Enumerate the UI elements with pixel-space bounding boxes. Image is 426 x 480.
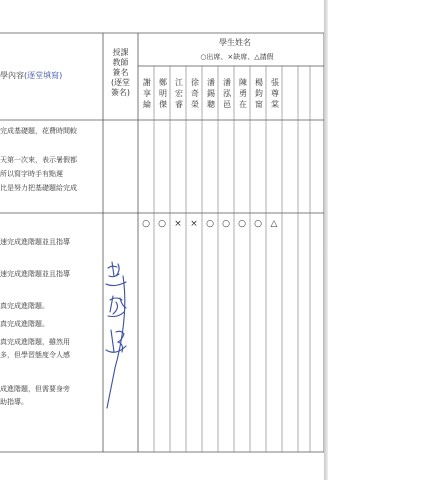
student-name-1: 謝享綸	[143, 78, 151, 109]
attendance-mark-9: △	[270, 219, 278, 229]
content-header-label: 學內容(逐堂填寫)	[0, 71, 63, 80]
row2-line-7: 真完成進階題，雖然用	[0, 338, 70, 346]
row2-line-5: 真完成進階題。	[0, 302, 49, 310]
row2-line-10: 成進階題，但需要身旁	[0, 385, 70, 393]
row1-line-3: 天第一次來，表示暑假都	[0, 156, 77, 164]
teacher-header: 授課 教師 簽名 (逐堂 簽名)	[110, 48, 131, 97]
attendance-mark-1: ○	[142, 219, 150, 229]
student-name-2: 鄭明傑	[159, 78, 167, 109]
row2-line-3: 速完成進階題並且指導	[0, 270, 70, 278]
students-title: 學生姓名	[219, 38, 251, 47]
student-name-9: 張尊棠	[271, 78, 279, 109]
student-name-7: 陳勇在	[239, 78, 247, 109]
student-name-8: 楊鈞甯	[255, 78, 263, 109]
row2-line-1: 速完成進階題並且指導	[0, 238, 70, 246]
attendance-mark-7: ○	[238, 219, 246, 229]
teacher-signature	[106, 262, 126, 408]
attendance-legend: ○出席、×缺席、△請假	[200, 53, 274, 61]
row1-line-5: 比是努力把基礎題給完成	[0, 184, 77, 192]
page-edge	[324, 0, 328, 480]
student-name-3: 江宏睿	[175, 78, 183, 109]
row1-line-4: 所以寫字時手有點遲	[0, 170, 63, 178]
student-name-5: 潘錫聰	[207, 78, 215, 109]
attendance-mark-5: ○	[206, 219, 214, 229]
student-name-4: 徐奇榮	[191, 78, 199, 109]
attendance-mark-6: ○	[222, 219, 230, 229]
row2-line-6: 真完成進階題。	[0, 320, 49, 328]
student-name-6: 潘泓邑	[223, 78, 231, 109]
attendance-mark-2: ○	[158, 219, 166, 229]
row2-line-8: 多，但學習態度令人感	[0, 351, 70, 359]
attendance-mark-8: ○	[254, 219, 262, 229]
row1-line-1: 完成基礎題，花費時間較	[0, 127, 77, 135]
attendance-mark-3: ×	[174, 219, 182, 229]
attendance-mark-4: ×	[190, 219, 198, 229]
row2-line-11: 助指導。	[0, 398, 28, 406]
